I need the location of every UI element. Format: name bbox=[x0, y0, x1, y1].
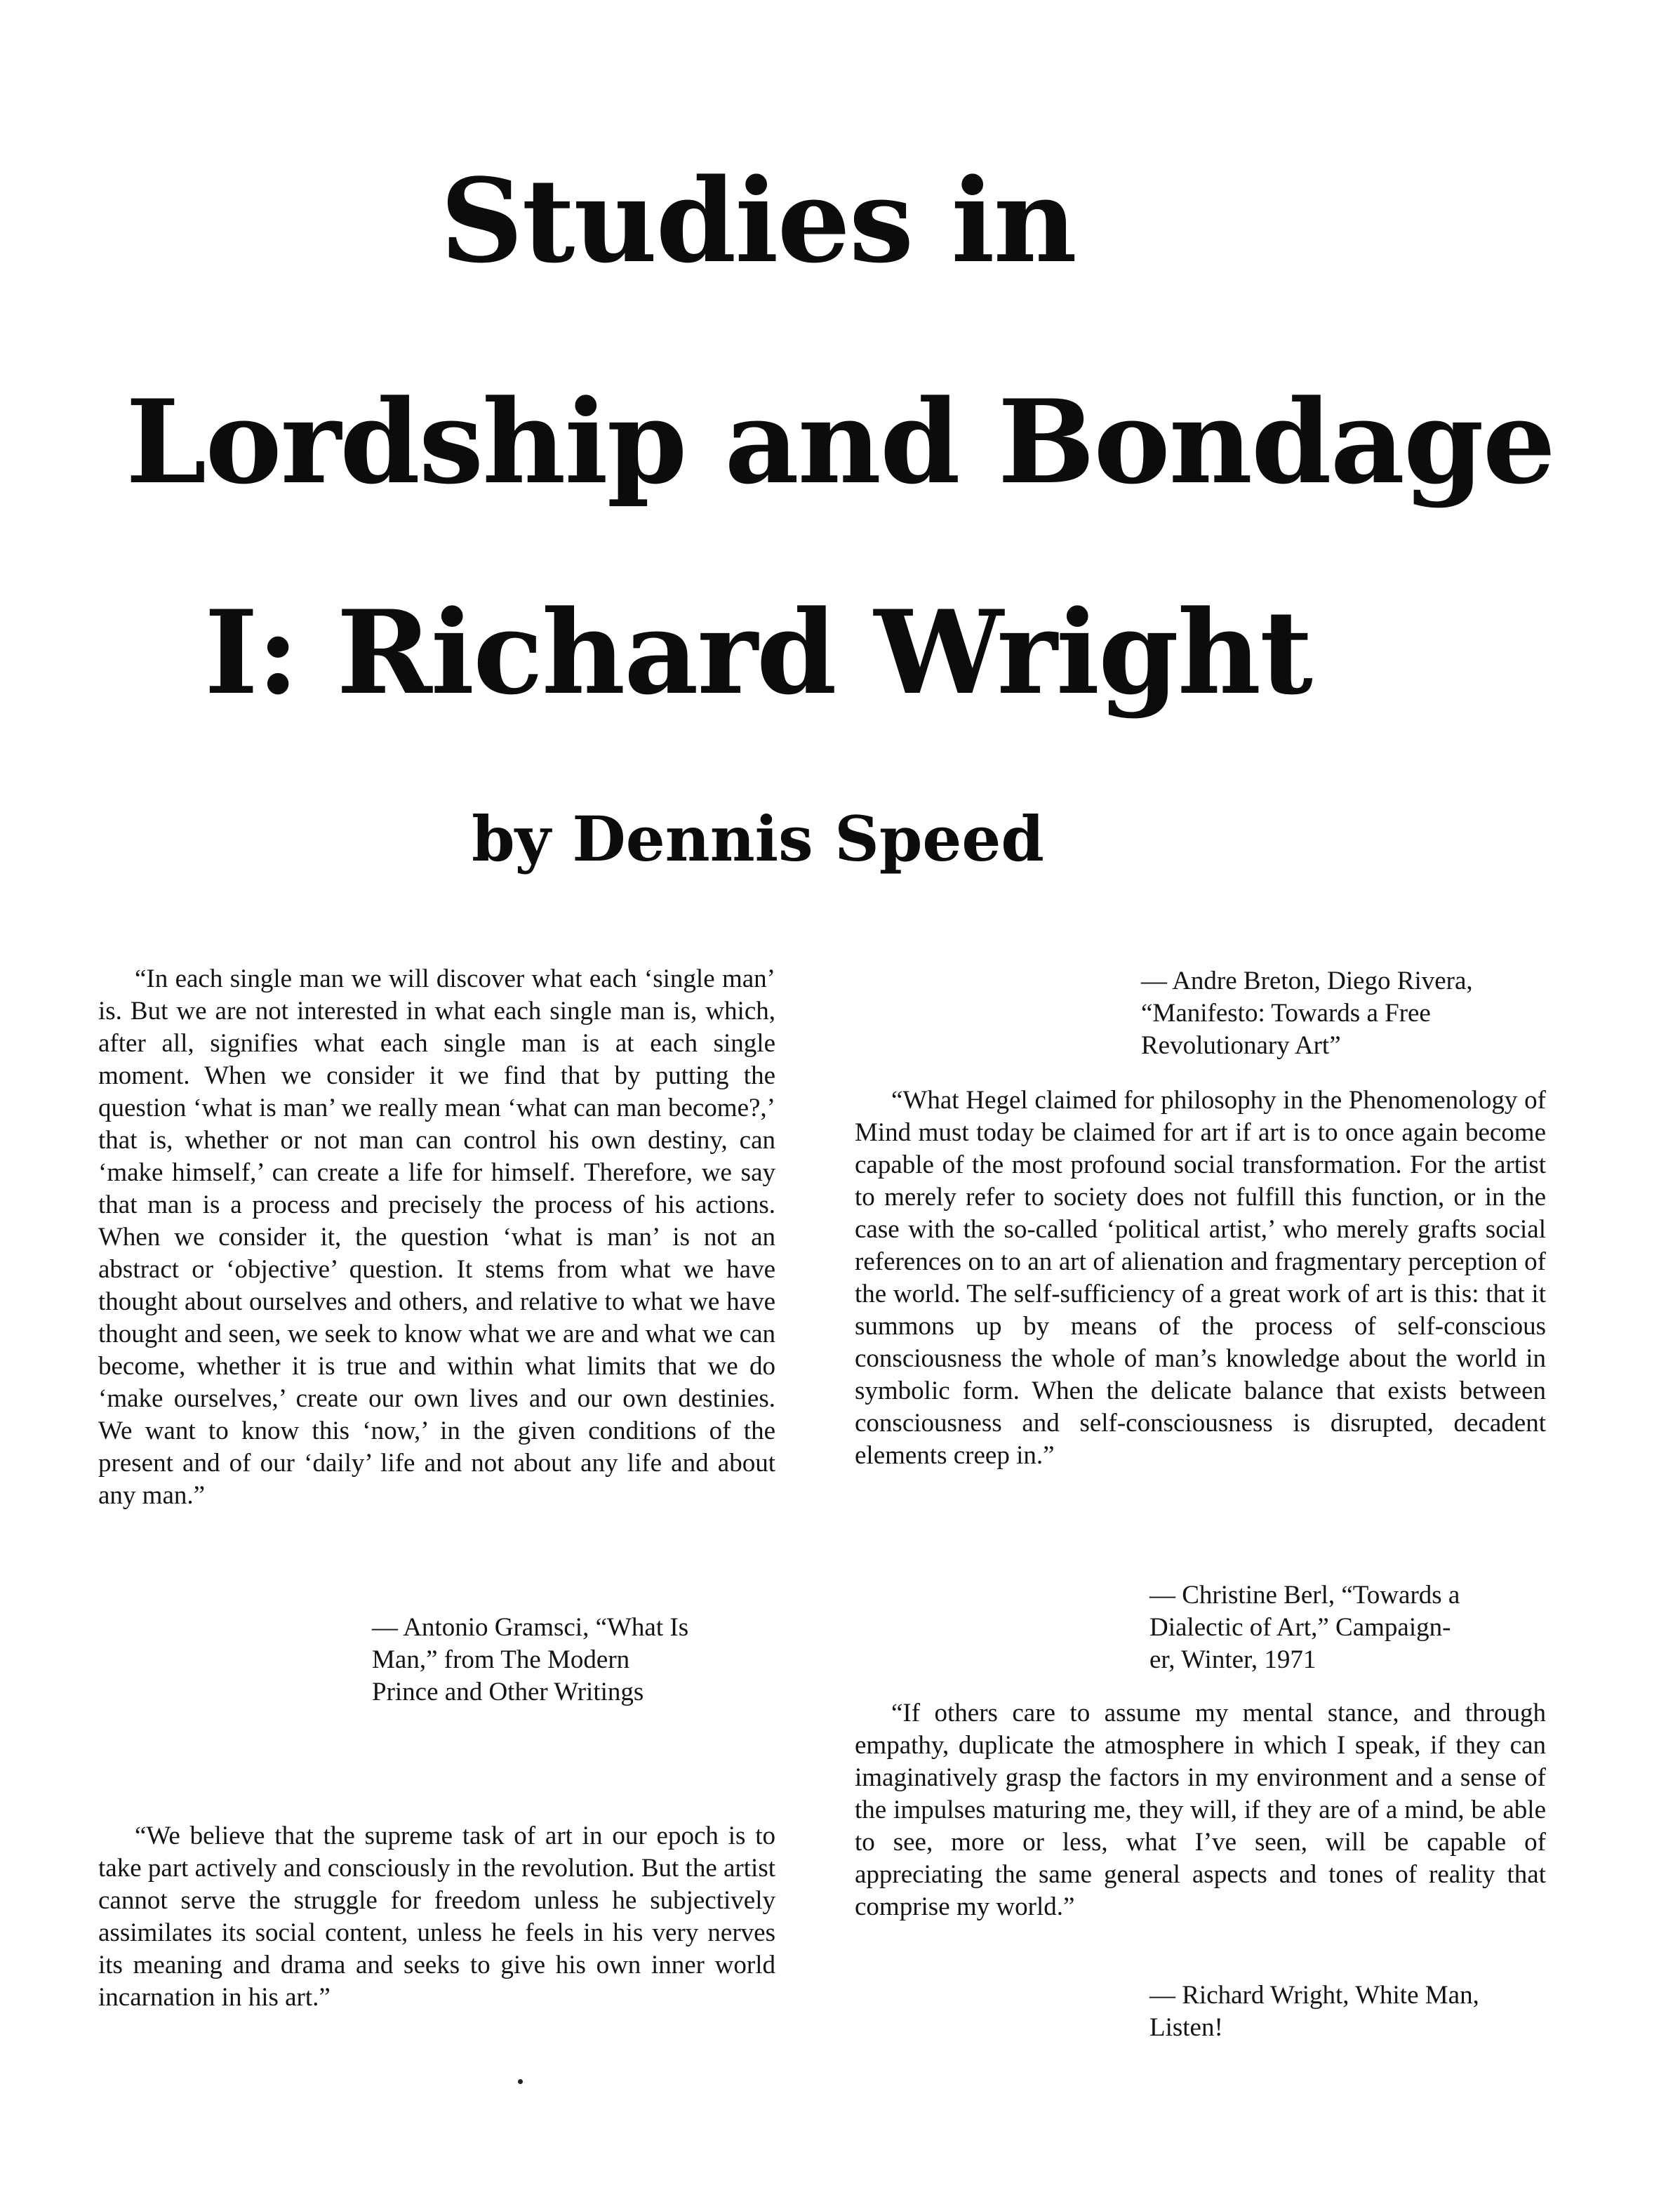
epigraph-wright: “If others care to assume my mental stance, and through empathy, duplicate the atmosphere in which I speak, if they can imaginatively grasp the factors in my environment and a sense of the impulses maturing me, they will, if they are of a mind, be able to see, more or less, what I’ve seen, will be capable of appreciating the same general aspects and tones of reality that comprise my world.” bbox=[855, 1699, 1546, 1921]
epigraph-gramsci: “In each single man we will discover what each ‘single man’ is. But we are not interested in what each single man is, which, after all, signifies what each single man is at each single moment. When we consider it we find that by putting the question ‘what is man’ we really mean ‘what can man become?,’ that is, whether or not man can control his own destiny, can ‘make himself,’ can create a life for himself. Therefore, we say that man is a process and precisely the process of his actions. When we consider it, the question ‘what is man’ is not an abstract or ‘objective’ question. It stems from what we have thought about ourselves and others, and relative to what we have thought and seen, we seek to know what we are and what we can become, whether it is true and within what limits that we do ‘make ourselves,’ create our own lives and our own destinies. We want to know this ‘now,’ in the given conditions of the present and of our ‘daily’ life and not about any life and about any man.” bbox=[98, 964, 775, 1510]
epigraph-berl: “What Hegel claimed for philosophy in the Phenomenology of Mind must today be claimed for art if art is to once again become capable of the most profound social transformation. For the artist to merely refer to society does not fulfill this function, or in the case with the so-called ‘political artist,’ who merely grafts social references on to an art of alienation and fragmentary perception of the world. The self-sufficiency of a great work of art is this: that it summons up by means of the process of self-conscious consciousness the whole of man’s knowledge about the world in symbolic form. When the delicate balance that exists between consciousness and self-consciousness is disrupted, decadent elements creep in.” bbox=[855, 1086, 1546, 1470]
title-line-3: I: Richard Wright bbox=[204, 585, 1312, 720]
attribution-breton-rivera: — Andre Breton, Diego Rivera, “Manifesto: Towards a Free Revolutionary Art” bbox=[1141, 967, 1473, 1060]
title-line-1: Studies in bbox=[440, 153, 1076, 288]
byline: by Dennis Speed bbox=[472, 802, 1044, 875]
attribution-wright: — Richard Wright, White Man, Listen! bbox=[1149, 1981, 1479, 2042]
attribution-gramsci: — Antonio Gramsci, “What Is Man,” from The Modern Prince and Other Writings bbox=[372, 1613, 689, 1706]
title-line-2: Lordship and Bondage bbox=[126, 374, 1554, 510]
epigraph-breton-rivera: “We believe that the supreme task of art in our epoch is to take part actively and consciously in the revolution. But the artist cannot serve the struggle for freedom unless he subjectively assimilates its social content, unless he feels in his very nerves its meaning and drama and seeks to give his own inner world incarnation in his art.” bbox=[98, 1822, 775, 2012]
attribution-berl: — Christine Berl, “Towards a Dialectic of Art,” Campaign- er, Winter, 1971 bbox=[1149, 1581, 1460, 1674]
print-speck bbox=[518, 2079, 523, 2084]
